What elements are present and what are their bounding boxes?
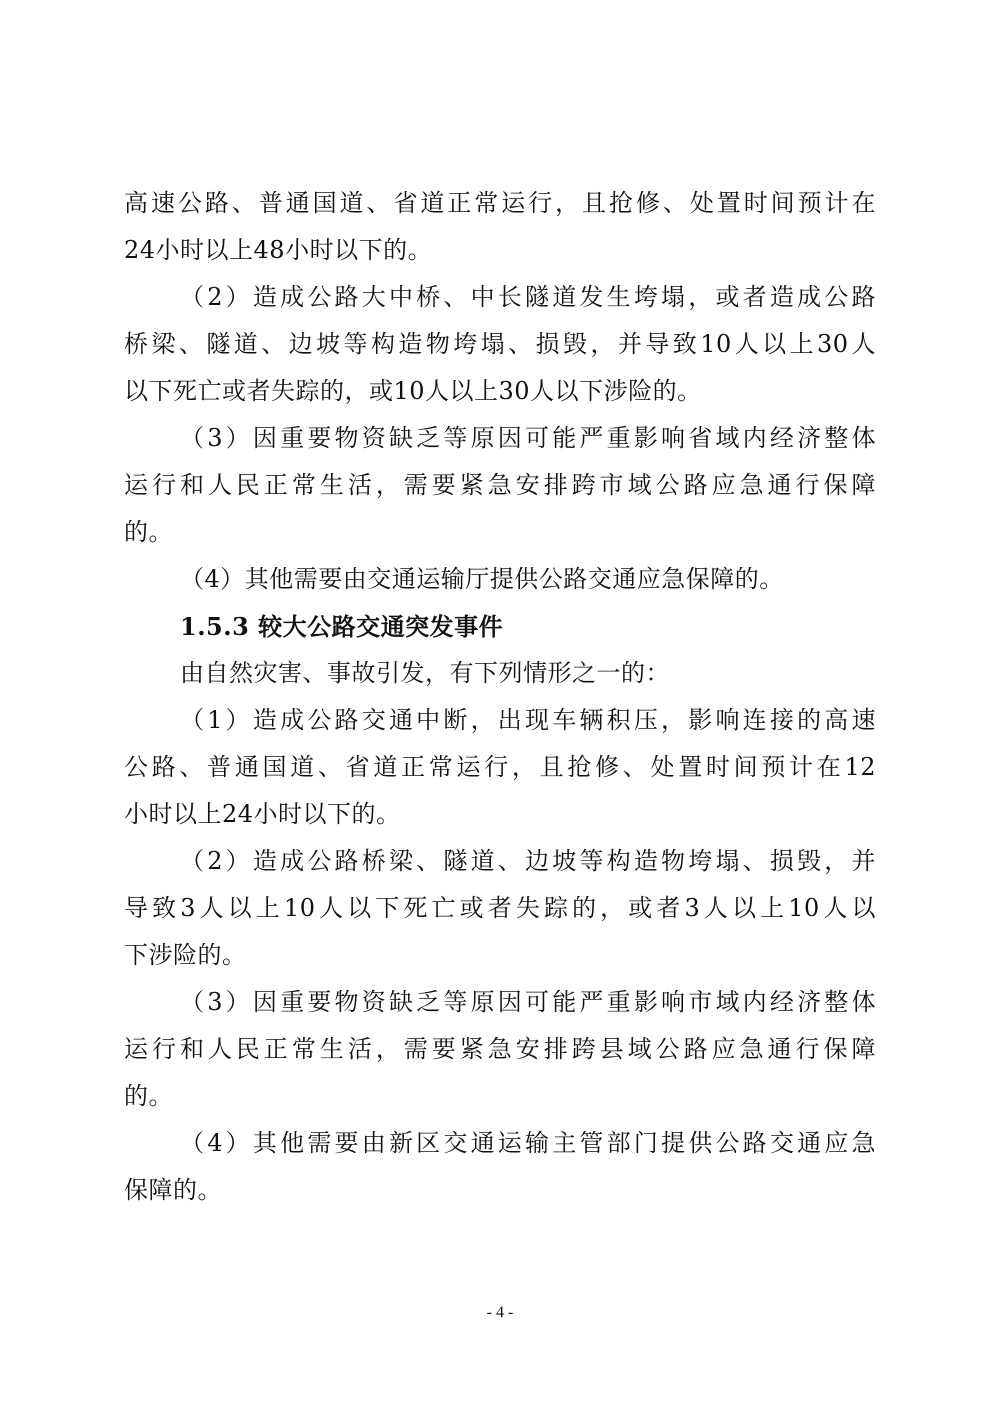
paragraph-line: 下涉险的。: [124, 941, 247, 969]
paragraph-line: 由自然灾害、事故引发，有下列情形之一的：: [180, 659, 670, 687]
section-heading: 1.5.3 较大公路交通突发事件: [180, 612, 504, 641]
paragraph-line: 运行和人民正常生活，需要紧急安排跨市域公路应急通行保障: [124, 471, 876, 499]
paragraph-line: 高速公路、普通国道、省道正常运行，且抢修、处置时间预计在: [124, 189, 876, 217]
paragraph-line: 保障的。: [124, 1176, 222, 1204]
paragraph-line: （2）造成公路桥梁、隧道、边坡等构造物垮塌、损毁，并: [180, 847, 876, 875]
paragraph-line: （2）造成公路大中桥、中长隧道发生垮塌，或者造成公路: [180, 283, 876, 311]
document-body: [124, 180, 876, 1214]
paragraph-line: 的。: [124, 1082, 173, 1110]
paragraph-line: 的。: [124, 518, 173, 546]
paragraph-line: 运行和人民正常生活，需要紧急安排跨县域公路应急通行保障: [124, 1035, 876, 1063]
page-number: - 4 -: [486, 1304, 514, 1321]
paragraph-line: 公路、普通国道、省道正常运行，且抢修、处置时间预计在12: [124, 753, 876, 781]
paragraph-line: 以下死亡或者失踪的，或10人以上30人以下涉险的。: [124, 377, 702, 405]
paragraph-line: （3）因重要物资缺乏等原因可能严重影响市域内经济整体: [180, 988, 876, 1016]
paragraph-line: （1）造成公路交通中断，出现车辆积压，影响连接的高速: [180, 706, 876, 734]
paragraph-line: 24小时以上48小时以下的。: [124, 236, 433, 264]
paragraph-line: 桥梁、隧道、边坡等构造物垮塌、损毁，并导致10人以上30人: [124, 330, 876, 358]
paragraph-line: 导致3人以上10人以下死亡或者失踪的，或者3人以上10人以: [124, 894, 876, 922]
paragraph-line: （3）因重要物资缺乏等原因可能严重影响省域内经济整体: [180, 424, 876, 452]
paragraph-line: （4）其他需要由新区交通运输主管部门提供公路交通应急: [180, 1129, 876, 1157]
paragraph-line: 小时以上24小时以下的。: [124, 800, 401, 828]
paragraph-line: （4）其他需要由交通运输厅提供公路交通应急保障的。: [180, 565, 784, 593]
